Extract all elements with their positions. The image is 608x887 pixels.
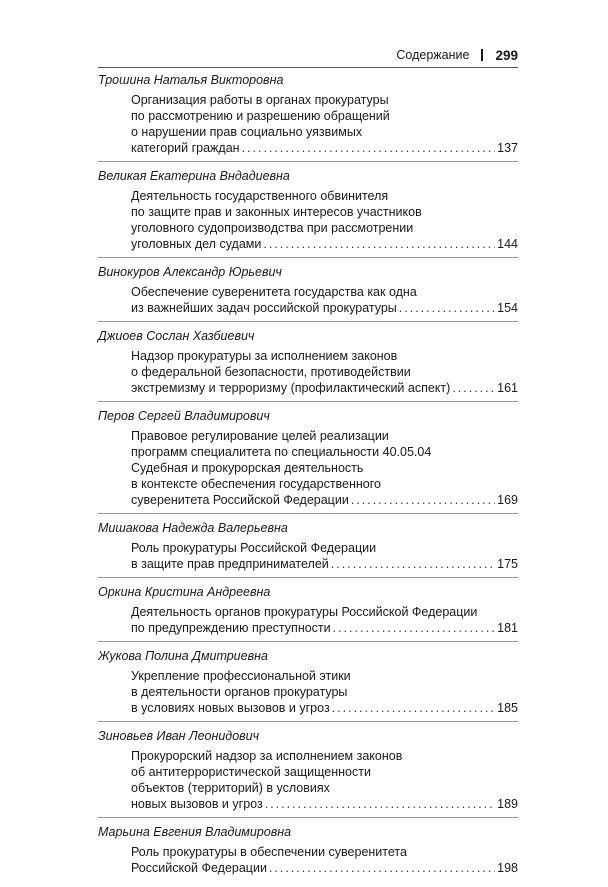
entry-title-line: в условиях новых вызовов и угроз	[131, 701, 330, 715]
entry-author: Зиновьев Иван Леонидович	[98, 729, 260, 743]
page-number: 299	[495, 47, 518, 63]
entry-author: Перов Сергей Владимирович	[98, 409, 270, 423]
entry-title-line: Роль прокуратуры в обеспечении суверенитета	[131, 845, 407, 859]
entry-title-line: Роль прокуратуры Российской Федерации	[131, 541, 377, 555]
entry-title	[131, 540, 518, 572]
entry-title-last-line	[131, 492, 518, 508]
toc-entry	[98, 520, 518, 578]
entry-title-line: новых вызовов и угроз	[131, 797, 263, 811]
toc-entry	[98, 264, 518, 322]
entry-title-line: в контексте обеспечения государственного	[131, 477, 381, 491]
entry-title-line: об антитеррористической защищенности	[131, 765, 371, 779]
entry-page-number: 154	[497, 301, 518, 315]
entry-title-line: о нарушении прав социально уязвимых	[131, 125, 363, 139]
entry-title-line: категорий граждан	[131, 141, 240, 155]
entry-title	[131, 188, 518, 252]
entry-author: Мишакова Надежда Валерьевна	[98, 521, 288, 535]
entry-title-line: суверенитета Российской Федерации	[131, 493, 349, 507]
dot-leader	[242, 140, 496, 156]
entry-title	[131, 668, 518, 716]
entry-title-line: уголовных дел судами	[131, 237, 262, 251]
entry-title-line: в деятельности органов прокуратуры	[131, 685, 348, 699]
toc-entry	[98, 328, 518, 402]
entry-title-last-line	[131, 236, 518, 252]
entry-title-line: Судебная и прокурорская деятельность	[131, 461, 364, 475]
header-separator	[481, 49, 483, 61]
entry-title-last-line	[131, 300, 518, 316]
entry-title-line: экстремизму и терроризму (профилактический аспект)	[131, 381, 451, 395]
toc-entry	[98, 728, 518, 818]
entry-title-last-line	[131, 700, 518, 716]
entry-page-number: 169	[497, 493, 518, 507]
toc-entry	[98, 824, 518, 881]
toc-entry	[98, 408, 518, 514]
entry-title	[131, 844, 518, 876]
entry-title-line: из важнейших задач российской прокуратуры	[131, 301, 397, 315]
entry-title-last-line	[131, 796, 518, 812]
entry-title-line: объектов (территорий) в условиях	[131, 781, 330, 795]
entry-title-line: Прокурорский надзор за исполнением законов	[131, 749, 403, 763]
running-header	[98, 44, 518, 66]
entry-title	[131, 284, 518, 316]
dot-leader	[269, 860, 495, 876]
toc-entry	[98, 168, 518, 258]
toc-entry	[98, 584, 518, 642]
entry-author: Трошина Наталья Викторовна	[98, 73, 284, 87]
entry-title-line: по рассмотрению и разрешению обращений	[131, 109, 390, 123]
entry-title-line: уголовного судопроизводства при рассмотрении	[131, 221, 414, 235]
entry-title	[131, 604, 518, 636]
entry-title-last-line	[131, 556, 518, 572]
entry-title-line: программ специалитета по специальности 40.05.04	[131, 445, 432, 459]
entry-title-line: Российской Федерации	[131, 861, 267, 875]
entry-title	[131, 748, 518, 812]
entry-title-last-line	[131, 860, 518, 876]
dot-leader	[452, 380, 495, 396]
entry-title-line: Деятельность государственного обвинителя	[131, 189, 389, 203]
entry-title-last-line	[131, 380, 518, 396]
dot-leader	[265, 796, 495, 812]
entry-author: Марьина Евгения Владимировна	[98, 825, 292, 839]
entry-page-number: 137	[497, 141, 518, 155]
entry-page-number: 175	[497, 557, 518, 571]
entry-title-line: Надзор прокуратуры за исполнением законов	[131, 349, 398, 363]
dot-leader	[399, 300, 495, 316]
dot-leader	[263, 236, 495, 252]
entry-author: Джиоев Сослан Хазбиевич	[98, 329, 255, 343]
entry-title-line: Деятельность органов прокуратуры Российской Федерации	[131, 605, 478, 619]
entry-author: Жукова Полина Дмитриевна	[98, 649, 268, 663]
entry-title-line: по защите прав и законных интересов участников	[131, 205, 422, 219]
entry-title	[131, 348, 518, 396]
entry-title-last-line	[131, 140, 518, 156]
entry-author: Оркина Кристина Андреевна	[98, 585, 271, 599]
dot-leader	[333, 620, 496, 636]
entry-page-number: 144	[497, 237, 518, 251]
entry-page-number: 185	[497, 701, 518, 715]
header-rule	[98, 67, 518, 68]
table-of-contents	[98, 72, 518, 887]
section-title: Содержание	[396, 48, 470, 62]
entry-title-line: Обеспечение суверенитета государства как одна	[131, 285, 417, 299]
entry-page-number: 181	[497, 621, 518, 635]
entry-page-number: 198	[497, 861, 518, 875]
entry-title-line: в защите прав предпринимателей	[131, 557, 329, 571]
entry-title-line: Организация работы в органах прокуратуры	[131, 93, 389, 107]
entry-title	[131, 428, 518, 508]
entry-title	[131, 92, 518, 156]
entry-author: Великая Екатерина Вндадиевна	[98, 169, 290, 183]
entry-title-line: Правовое регулирование целей реализации	[131, 429, 389, 443]
entry-page-number: 161	[497, 381, 518, 395]
toc-entry	[98, 648, 518, 722]
entry-page-number: 189	[497, 797, 518, 811]
entry-author: Винокуров Александр Юрьевич	[98, 265, 282, 279]
dot-leader	[331, 556, 495, 572]
dot-leader	[351, 492, 495, 508]
entry-title-last-line	[131, 620, 518, 636]
entry-title-line: о федеральной безопасности, противодействии	[131, 365, 411, 379]
entry-title-line: Укрепление профессиональной этики	[131, 669, 351, 683]
entry-title-line: по предупреждению преступности	[131, 621, 331, 635]
dot-leader	[332, 700, 495, 716]
toc-entry	[98, 72, 518, 162]
